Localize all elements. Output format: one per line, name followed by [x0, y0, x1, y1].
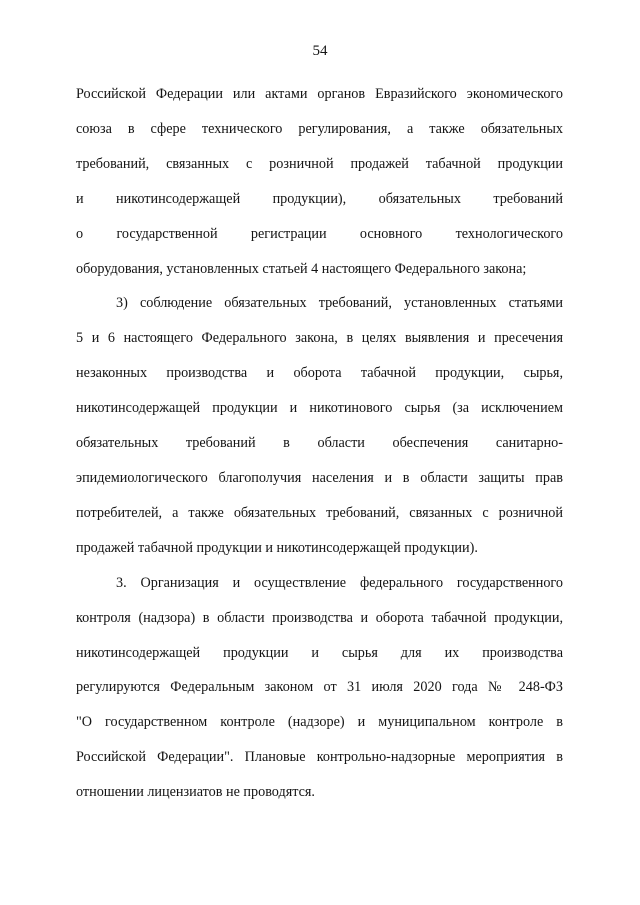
document-body	[76, 77, 563, 810]
text-line: 3) соблюдение обязательных требований, установленных статьями	[116, 295, 563, 312]
paragraph-continuation	[76, 77, 563, 286]
text-line: о государственной регистрации основного технологического	[76, 225, 563, 242]
text-line: незаконных производства и оборота табачной продукции, сырья,	[76, 365, 563, 382]
text-line: и никотинсодержащей продукции), обязательных требований	[76, 190, 563, 207]
text-line: 5 и 6 настоящего Федерального закона, в целях выявления и пресечения	[76, 330, 563, 347]
text-line: продажей табачной продукции и никотинсодержащей продукции).	[76, 539, 478, 556]
paragraph-item-3	[76, 286, 563, 565]
text-line: никотинсодержащей продукции и сырья для их производства	[76, 644, 563, 661]
text-line: Российской Федерации или актами органов Евразийского экономического	[76, 86, 563, 102]
text-line: "О государственном контроле (надзоре) и муниципальном контроле в	[76, 714, 563, 731]
text-line: контроля (надзора) в области производства и оборота табачной продукции,	[76, 609, 563, 626]
text-line: 3. Организация и осуществление федерального государственного	[116, 574, 563, 591]
text-line: потребителей, а также обязательных требований, связанных с розничной	[76, 504, 563, 521]
paragraph-section-3	[76, 566, 563, 810]
text-line: союза в сфере технического регулирования, а также обязательных	[76, 120, 563, 137]
text-line: эпидемиологического благополучия населения и в области защиты прав	[76, 469, 563, 486]
text-line: обязательных требований в области обеспечения санитарно-	[76, 435, 563, 452]
text-line: Российской Федерации". Плановые контрольно-надзорные мероприятия в	[76, 749, 563, 766]
page-number: 54	[312, 43, 328, 59]
text-line: никотинсодержащей продукции и никотинового сырья (за исключением	[76, 400, 563, 417]
text-line: отношении лицензиатов не проводятся.	[76, 784, 315, 801]
text-line: регулируются Федеральным законом от 31 июля 2020 года № 248-ФЗ	[76, 679, 563, 696]
text-line: требований, связанных с розничной продажей табачной продукции	[76, 155, 563, 172]
text-line: оборудования, установленных статьей 4 настоящего Федерального закона;	[76, 260, 527, 277]
